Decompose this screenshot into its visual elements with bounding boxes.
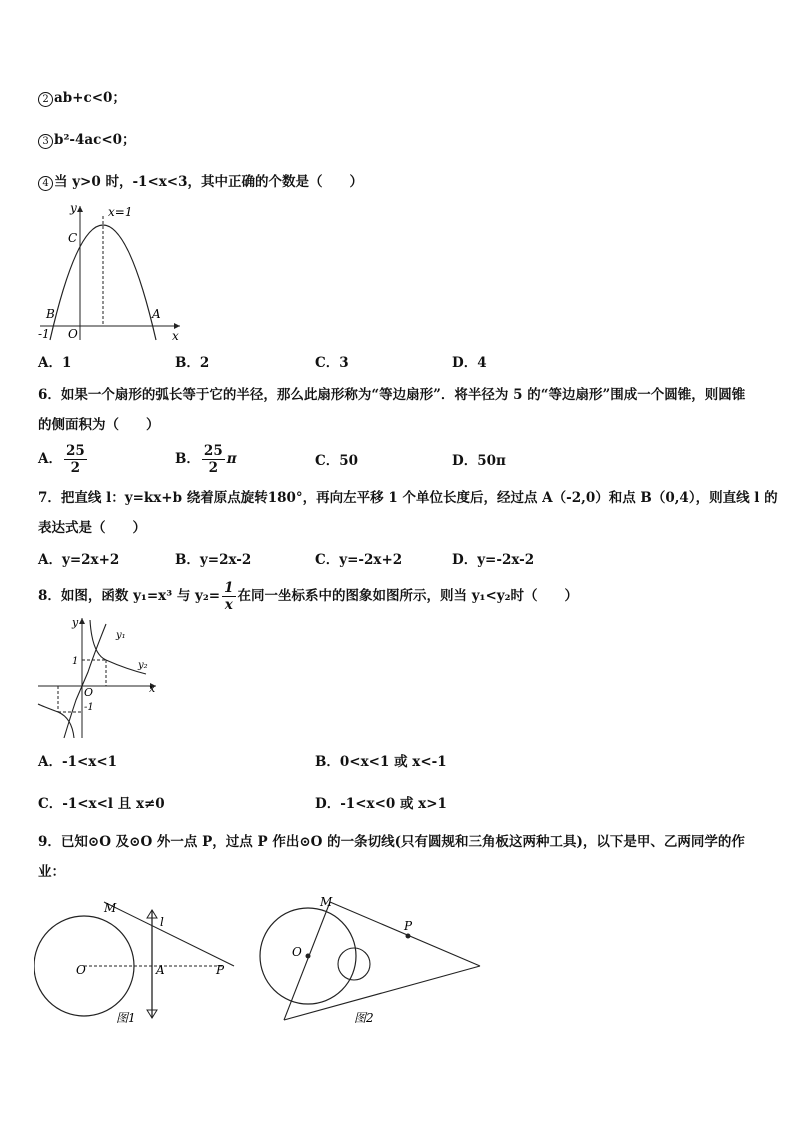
- q8-option-c: C．-1<x<l 且 x≠0: [38, 796, 165, 812]
- statement-2: [38, 88, 126, 108]
- fraction-numerator: 25: [65, 443, 85, 459]
- point-b-label: B: [46, 307, 55, 321]
- neg-one-label: -1: [38, 327, 50, 341]
- q7-option-c: C．y=-2x+2: [315, 552, 403, 568]
- one-label: 1: [72, 656, 79, 667]
- q6-option-b: [175, 443, 237, 476]
- statement-text: ab+c<0；: [54, 90, 126, 106]
- fraction-denominator: 2: [70, 460, 81, 476]
- parabola-figure: [34, 200, 184, 345]
- figure-2: [256, 892, 486, 1030]
- option-prefix: B．: [175, 451, 200, 467]
- point-a-label: A: [152, 307, 161, 321]
- q6-option-c: C．50: [315, 453, 359, 469]
- q8-stem-prefix: 8．如图，函数 y₁=x³ 与 y₂=: [38, 588, 221, 604]
- line-l-label: l: [160, 915, 164, 929]
- y2-curve-label: y₂: [138, 660, 148, 671]
- fraction: [222, 580, 235, 613]
- circled-number: 4: [38, 176, 53, 191]
- fraction: [202, 443, 225, 476]
- point-m-label: M: [320, 895, 333, 909]
- fraction: [64, 443, 87, 476]
- cubic-hyperbola-figure: [36, 614, 160, 742]
- y1-curve-label: y₁: [116, 630, 126, 641]
- point-m-label: M: [104, 901, 117, 915]
- q8-stem-suffix: 在同一坐标系中的图象如图所示，则当 y₁<y₂时（ ）: [237, 588, 579, 604]
- q8-option-b: B．0<x<1 或 x<-1: [315, 754, 447, 770]
- q5-option-c: C．3: [315, 355, 349, 371]
- statement-3: [38, 130, 136, 150]
- pi-symbol: π: [226, 451, 237, 467]
- point-p-label: P: [216, 963, 225, 977]
- fraction-denominator: 2: [208, 460, 219, 476]
- q9-stem-line1: 9．已知⊙O 及⊙O 外一点 P，过点 P 作出⊙O 的一条切线(只有圆规和三角板这两种工具)，以下是甲、乙两同学的作: [38, 834, 745, 850]
- x-axis-label: x: [172, 329, 179, 343]
- fraction-numerator: 25: [203, 443, 223, 459]
- q5-option-a: A．1: [38, 355, 72, 371]
- neg-one-label: -1: [84, 702, 94, 713]
- fraction-denominator: x: [224, 597, 233, 613]
- point-p-label: P: [404, 919, 413, 933]
- option-prefix: A．: [38, 451, 62, 467]
- q7-stem-line2: 表达式是（ ）: [38, 520, 146, 536]
- center-o-label: O: [292, 945, 302, 959]
- y-axis-label: y: [70, 201, 77, 215]
- statement-text: b²-4ac<0；: [54, 132, 136, 148]
- q8-option-a: A．-1<x<1: [38, 754, 118, 770]
- q8-stem: [38, 580, 578, 613]
- center-o-label: O: [76, 963, 86, 977]
- q9-stem-line2: 业：: [38, 864, 65, 880]
- q6-stem-line2: 的侧面积为（ ）: [38, 417, 160, 433]
- circled-number: 3: [38, 134, 53, 149]
- q7-option-b: B．y=2x-2: [175, 552, 252, 568]
- statement-4: [38, 172, 363, 192]
- axis-of-symmetry-label: x=1: [108, 205, 133, 219]
- figure-2-caption: 图2: [354, 1011, 374, 1025]
- q7-stem-line1: 7．把直线 l：y=kx+b 绕着原点旋转180°，再向左平移 1 个单位长度后，经过点 A（-2,0）和点 B（0,4），则直线 l 的: [38, 490, 778, 506]
- figure-1: [34, 896, 244, 1030]
- q6-option-a: [38, 443, 89, 476]
- q5-option-d: D．4: [452, 355, 487, 371]
- point-a-label: A: [156, 963, 165, 977]
- x-axis-label: x: [149, 682, 156, 695]
- origin-label: O: [84, 686, 94, 699]
- q8-option-d: D．-1<x<0 或 x>1: [315, 796, 447, 812]
- q6-option-d: D．50π: [452, 453, 506, 469]
- q7-option-d: D．y=-2x-2: [452, 552, 535, 568]
- fraction-numerator: 1: [224, 580, 234, 596]
- circled-number: 2: [38, 92, 53, 107]
- q5-option-b: B．2: [175, 355, 210, 371]
- point-c-label: C: [68, 231, 78, 245]
- q6-stem-line1: 6．如果一个扇形的弧长等于它的半径，那么此扇形称为“等边扇形”．将半径为 5 的“等边扇形”围成一个圆锥，则圆锥: [38, 387, 746, 403]
- figure-1-caption: 图1: [116, 1011, 136, 1025]
- origin-label: O: [68, 327, 78, 341]
- q7-option-a: A．y=2x+2: [38, 552, 120, 568]
- statement-text: 当 y>0 时，-1<x<3，其中正确的个数是（ ）: [54, 174, 364, 190]
- y-axis-label: y: [72, 616, 79, 629]
